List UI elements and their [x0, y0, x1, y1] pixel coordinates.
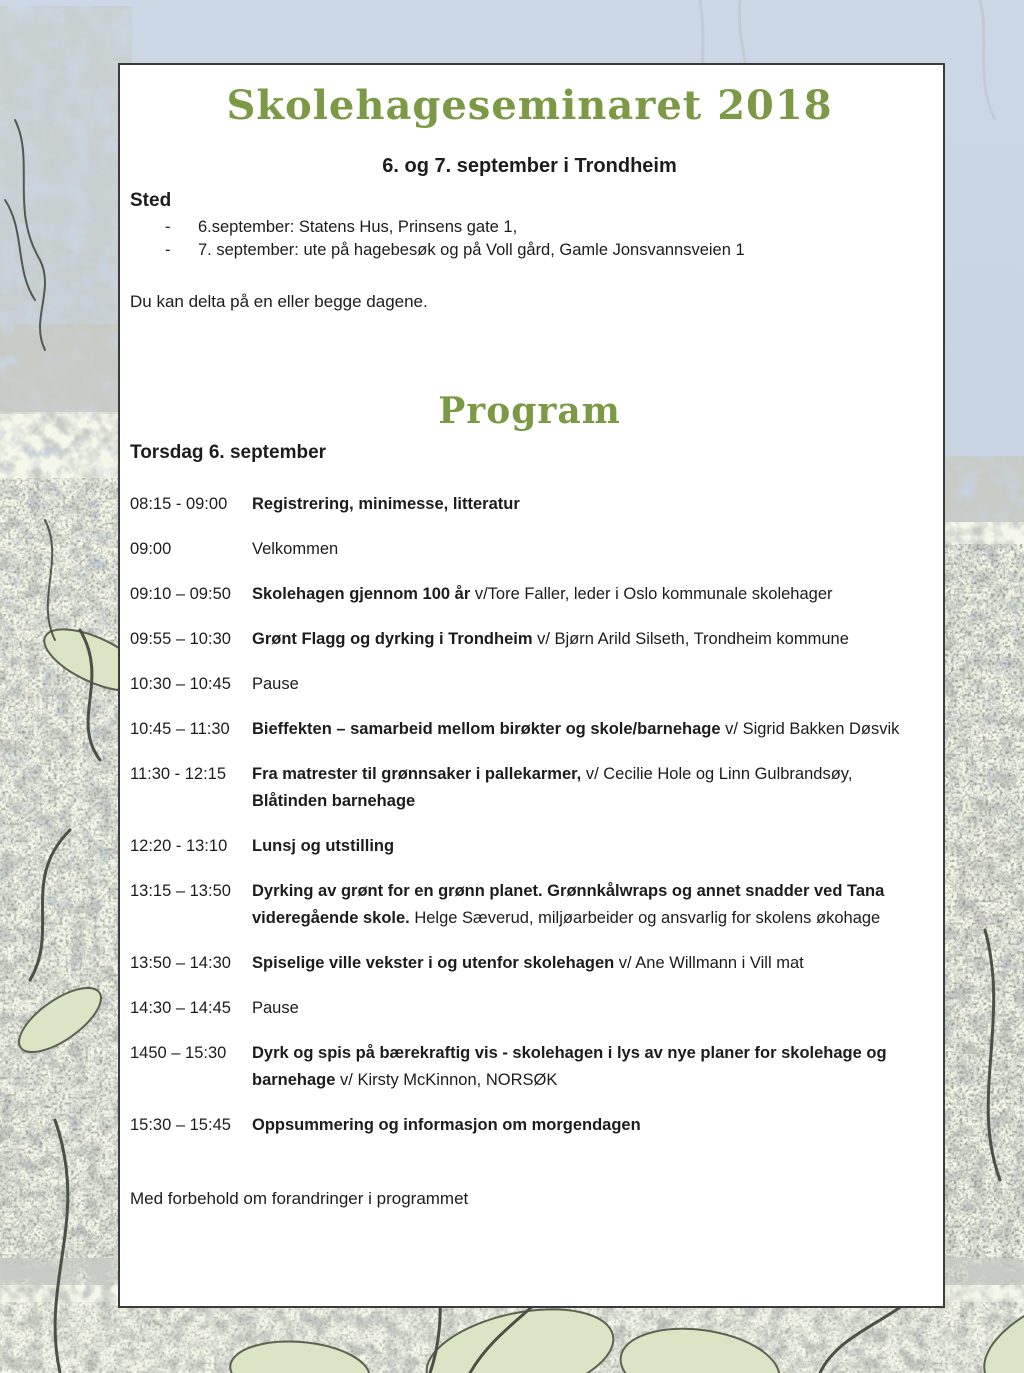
location-item-text: 6.september: Statens Hus, Prinsens gate 1,	[198, 218, 518, 236]
schedule-rows	[130, 491, 929, 1139]
schedule-text-segment: Grønt Flagg og dyrking i Trondheim	[252, 630, 538, 648]
event-date-subtitle: 6. og 7. september i Trondheim	[382, 155, 677, 177]
schedule-row	[130, 950, 929, 977]
schedule-row	[130, 1112, 929, 1139]
schedule-time: 09:00	[130, 540, 172, 558]
schedule-row	[130, 671, 929, 698]
schedule-text-segment: v/ Kirsty McKinnon, NORSØK	[340, 1071, 558, 1089]
schedule-text-segment: videregående skole.	[252, 909, 415, 927]
schedule-row	[130, 536, 929, 563]
schedule-description	[252, 878, 929, 932]
schedule-text-segment: Pause	[252, 999, 299, 1017]
schedule-time: 10:30 – 10:45	[130, 675, 231, 693]
schedule-description	[252, 950, 929, 977]
schedule-description	[252, 491, 929, 518]
schedule-time: 11:30 - 12:15	[130, 765, 227, 783]
bullet-dash: -	[165, 218, 171, 236]
schedule-text-segment: Blåtinden barnehage	[252, 792, 416, 810]
schedule-time: 13:15 – 13:50	[130, 882, 231, 900]
location-item	[130, 239, 929, 262]
schedule-description	[252, 761, 929, 815]
schedule-text-segment: barnehage	[252, 1071, 341, 1089]
schedule-description	[252, 626, 929, 653]
schedule-time: 15:30 – 15:45	[130, 1116, 231, 1134]
schedule-description	[252, 671, 929, 698]
schedule-time: 1450 – 15:30	[130, 1044, 227, 1062]
schedule-row	[130, 1040, 929, 1094]
schedule-text-segment: v/ Bjørn Arild Silseth, Trondheim kommune	[537, 630, 849, 648]
location-heading: Sted	[130, 190, 172, 211]
schedule-row	[130, 581, 929, 608]
schedule-row	[130, 491, 929, 518]
location-item	[130, 216, 929, 239]
schedule-time: 09:10 – 09:50	[130, 585, 231, 603]
schedule-row	[130, 878, 929, 932]
schedule-time: 08:15 - 09:00	[130, 495, 228, 513]
schedule-row	[130, 833, 929, 860]
day-heading: Torsdag 6. september	[130, 442, 327, 463]
schedule-description	[252, 1040, 929, 1094]
schedule-description	[252, 833, 929, 860]
program-document	[118, 63, 945, 1308]
schedule-text-segment: Dyrk og spis på bærekraftig vis - skolehagen i lys av nye planer for skolehage og	[252, 1044, 887, 1062]
schedule-description	[252, 1112, 929, 1139]
location-list	[130, 216, 929, 262]
schedule-time: 10:45 – 11:30	[130, 720, 230, 738]
schedule-row	[130, 995, 929, 1022]
schedule-text-segment: Skolehagen gjennom 100 år	[252, 585, 475, 603]
schedule-text-segment: v/ Cecilie Hole og Linn Gulbrandsøy,	[585, 765, 853, 783]
location-item-text: 7. september: ute på hagebesøk og på Voll gård, Gamle Jonsvannsveien 1	[198, 241, 745, 259]
schedule-text-segment: v/ Sigrid Bakken Døsvik	[725, 720, 900, 738]
schedule-time: 12:20 - 13:10	[130, 837, 228, 855]
schedule-row	[130, 716, 929, 743]
schedule-text-segment: Helge Sæverud, miljøarbeider og ansvarlig for skolens økohage	[414, 909, 881, 927]
disclaimer-text: Med forbehold om forandringer i programmet	[130, 1189, 469, 1208]
schedule-text-segment: Bieffekten – samarbeid mellom birøkter og skole/barnehage	[252, 720, 726, 738]
page-title: Skolehageseminaret 2018	[226, 82, 833, 129]
schedule-time: 14:30 – 14:45	[130, 999, 231, 1017]
schedule-text-segment: Oppsummering og informasjon om morgendagen	[252, 1116, 641, 1134]
schedule-text-segment: Fra matrester til grønnsaker i pallekarmer,	[252, 765, 586, 783]
schedule-text-segment: v/ Ane Willmann i Vill mat	[618, 954, 804, 972]
schedule-text-segment: Velkommen	[252, 540, 339, 558]
bullet-dash: -	[165, 241, 171, 259]
schedule-description	[252, 995, 929, 1022]
schedule-text-segment: Lunsj og utstilling	[252, 837, 395, 855]
schedule-row	[130, 626, 929, 653]
schedule-description	[252, 536, 929, 563]
schedule-time: 13:50 – 14:30	[130, 954, 231, 972]
schedule-text-segment: Registrering, minimesse, litteratur	[252, 495, 520, 513]
schedule-text-segment: v/Tore Faller, leder i Oslo kommunale skolehager	[474, 585, 833, 603]
schedule-text-segment: Dyrking av grønt for en grønn planet. Grønnkålwraps og annet snadder ved Tana	[252, 882, 885, 900]
schedule-row	[130, 761, 929, 815]
schedule-description	[252, 581, 929, 608]
schedule-text-segment: Pause	[252, 675, 299, 693]
schedule-time: 09:55 – 10:30	[130, 630, 231, 648]
program-heading: Program	[438, 390, 621, 432]
participation-note: Du kan delta på en eller begge dagene.	[130, 292, 428, 311]
schedule-description	[252, 716, 929, 743]
schedule-text-segment: Spiselige ville vekster i og utenfor skolehagen	[252, 954, 619, 972]
